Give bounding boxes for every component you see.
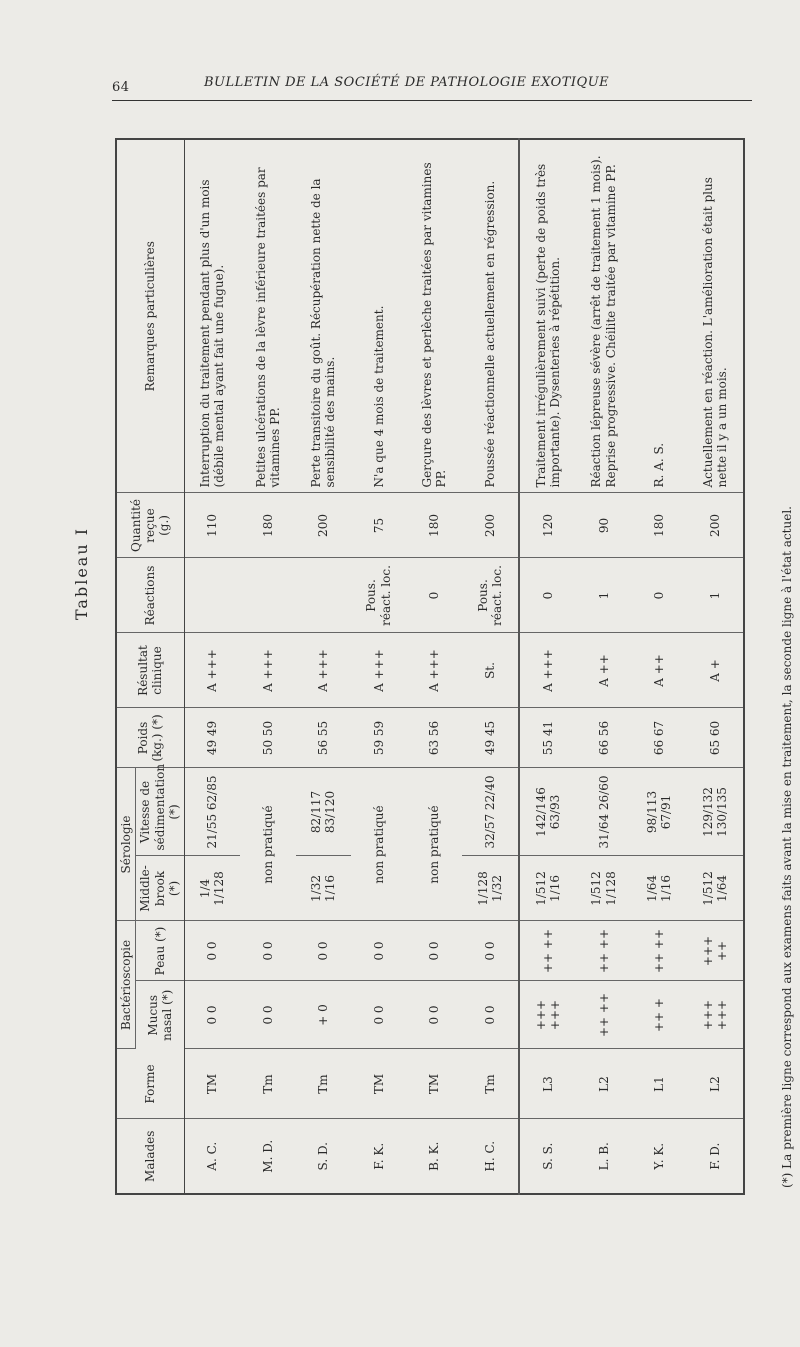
- table-row: [184, 139, 240, 1194]
- table-row: [351, 139, 406, 1194]
- cell-quantite: 180: [631, 493, 686, 558]
- cell-reactions: Pous. réact. loc.: [462, 558, 519, 633]
- cell-mucus: 0 0: [406, 981, 461, 1049]
- cell-vitesse: 21/55 62/85: [184, 768, 240, 856]
- cell-poids: 63 56: [406, 708, 461, 768]
- cell-reactions: [296, 558, 351, 633]
- col-remarques: Remarques particulières: [116, 139, 184, 493]
- cell-mucus: +++ +++: [519, 981, 576, 1049]
- col-forme: Forme: [116, 1049, 184, 1119]
- cell-vitesse: 82/117 83/120: [296, 768, 351, 856]
- cell-vitesse: 129/132 130/135: [687, 768, 744, 856]
- cell-peau: 0 0: [351, 921, 406, 981]
- cell-mucus: + 0: [296, 981, 351, 1049]
- cell-resultat: A +: [687, 633, 744, 708]
- cell-vitesse: 98/113 67/91: [631, 768, 686, 856]
- cell-poids: 66 56: [576, 708, 631, 768]
- page-header: [112, 72, 752, 101]
- cell-remarques: Poussée réactionnelle actuellement en régression.: [462, 139, 519, 493]
- table-row: [687, 139, 744, 1194]
- cell-poids: 49 45: [462, 708, 519, 768]
- table-row: [631, 139, 686, 1194]
- col-reactions: Réactions: [116, 558, 184, 633]
- cell-middlebrook: 1/4 1/128: [184, 856, 240, 921]
- cell-reactions: 1: [576, 558, 631, 633]
- cell-malade: B. K.: [426, 1141, 441, 1171]
- cell-vitesse: 142/146 63/93: [519, 768, 576, 856]
- cell-remarques: Réaction lépreuse sévère (arrêt de traitement 1 mois). Reprise progressive. Chéilite traitée par vitamine PP.: [576, 139, 631, 493]
- table-row: [406, 139, 461, 1194]
- cell-remarques: Actuellement en réaction. L'amélioration était plus nette il y a un mois.: [687, 139, 744, 493]
- cell-resultat: A +++: [406, 633, 461, 708]
- cell-reactions: 1: [687, 558, 744, 633]
- cell-quantite: 200: [296, 493, 351, 558]
- cell-remarques: R. A. S.: [631, 139, 686, 493]
- cell-poids: 50 50: [240, 708, 295, 768]
- cell-mucus: 0 0: [462, 981, 519, 1049]
- col-malades: Malades: [116, 1119, 184, 1194]
- cell-resultat: A ++: [631, 633, 686, 708]
- running-title: BULLETIN DE LA SOCIÉTÉ DE PATHOLOGIE EXOTIQUE: [204, 75, 610, 90]
- cell-forme: Tm: [462, 1049, 519, 1119]
- cell-poids: 66 67: [631, 708, 686, 768]
- cell-peau: 0 0: [462, 921, 519, 981]
- footnote: (*) La première ligne correspond aux examens faits avant la mise en traitement, la seconde ligne à l'état actuel.: [780, 506, 794, 1188]
- cell-forme: TM: [351, 1049, 406, 1119]
- cell-peau: 0 0: [296, 921, 351, 981]
- cell-malade: Y. K.: [651, 1142, 666, 1170]
- cell-quantite: 75: [351, 493, 406, 558]
- table-row: [296, 139, 351, 1194]
- cell-poids: 56 55: [296, 708, 351, 768]
- cell-malade: F. K.: [371, 1142, 386, 1170]
- table-row: [519, 139, 576, 1194]
- col-peau: Peau (*): [136, 921, 184, 981]
- cell-vitesse: 31/64 26/60: [576, 768, 631, 856]
- cell-poids: 59 59: [351, 708, 406, 768]
- cell-remarques: Perte transitoire du goût. Récupération nette de la sensibilité des mains.: [296, 139, 351, 493]
- col-vitesse: Vitesse de sédimentation (*): [136, 768, 184, 856]
- cell-malade: S. S.: [519, 1119, 576, 1194]
- cell-middlebrook: non pratiqué: [351, 768, 406, 921]
- cell-quantite: 200: [687, 493, 744, 558]
- cell-middlebrook: 1/32 1/16: [296, 856, 351, 921]
- cell-middlebrook: non pratiqué: [406, 768, 461, 921]
- cell-remarques: Gerçure des lèvres et perlèche traitées par vitamines PP.: [406, 139, 461, 493]
- cell-resultat: A ++: [576, 633, 631, 708]
- col-bacteriologie: Bactérioscopie: [116, 921, 136, 1049]
- table-row: [240, 139, 295, 1194]
- cell-peau: ++ ++: [519, 921, 576, 981]
- cell-middlebrook: 1/512 1/64: [687, 856, 744, 921]
- cell-reactions: 0: [631, 558, 686, 633]
- col-resultat: Résultat clinique: [116, 633, 184, 708]
- cell-middlebrook: 1/512 1/16: [519, 856, 576, 921]
- col-mucus: Mucus nasal (*): [136, 981, 184, 1049]
- cell-resultat: St.: [462, 633, 519, 708]
- cell-remarques: N'a que 4 mois de traitement.: [351, 139, 406, 493]
- cell-peau: +++ ++: [687, 921, 744, 981]
- cell-resultat: A +++: [184, 633, 240, 708]
- cell-resultat: A +++: [240, 633, 295, 708]
- cell-forme: L3: [519, 1049, 576, 1119]
- cell-middlebrook: non pratiqué: [240, 768, 295, 921]
- cell-middlebrook: 1/512 1/128: [576, 856, 631, 921]
- cell-quantite: 90: [576, 493, 631, 558]
- cell-reactions: 0: [406, 558, 461, 633]
- cell-forme: L2: [576, 1049, 631, 1119]
- cell-remarques: Interruption du traitement pendant plus d'un mois (débile mental ayant fait une fugue).: [184, 139, 240, 493]
- cell-malade: A. C.: [205, 1141, 220, 1171]
- cell-malade: S. D.: [316, 1142, 331, 1171]
- cell-remarques: Traitement irrégulièrement suivi (perte de poids très importante). Dysenteries à répétition.: [519, 139, 576, 493]
- col-poids: Poids (kg.) (*): [116, 708, 184, 768]
- cell-forme: Tm: [240, 1049, 295, 1119]
- cell-poids: 65 60: [687, 708, 744, 768]
- cell-mucus: 0 0: [240, 981, 295, 1049]
- cell-quantite: 180: [406, 493, 461, 558]
- cell-mucus: ++ ++: [576, 981, 631, 1049]
- cell-vitesse: 32/57 22/40: [462, 768, 519, 856]
- cell-poids: 49 49: [184, 708, 240, 768]
- cell-quantite: 200: [462, 493, 519, 558]
- cell-resultat: A +++: [351, 633, 406, 708]
- cell-peau: ++ ++: [576, 921, 631, 981]
- cell-malade: H. C.: [482, 1140, 497, 1172]
- table-row: [462, 139, 519, 1194]
- cell-middlebrook: 1/128 1/32: [462, 856, 519, 921]
- cell-quantite: 180: [240, 493, 295, 558]
- cell-mucus: ++ +: [631, 981, 686, 1049]
- cell-resultat: A +++: [519, 633, 576, 708]
- cell-quantite: 110: [184, 493, 240, 558]
- table-title: Tableau I: [72, 526, 91, 620]
- cell-malade: M. D.: [260, 1139, 275, 1173]
- cell-middlebrook: 1/64 1/16: [631, 856, 686, 921]
- cell-poids: 55 41: [519, 708, 576, 768]
- cell-forme: L2: [687, 1049, 744, 1119]
- cell-mucus: 0 0: [351, 981, 406, 1049]
- cell-quantite: 120: [519, 493, 576, 558]
- cell-malade: F. D.: [707, 1142, 722, 1170]
- cell-peau: 0 0: [240, 921, 295, 981]
- cell-peau: 0 0: [406, 921, 461, 981]
- page-number: 64: [112, 80, 130, 95]
- table-row: [576, 139, 631, 1194]
- cell-malade: L. B.: [596, 1142, 611, 1171]
- cell-peau: 0 0: [184, 921, 240, 981]
- cell-forme: TM: [406, 1049, 461, 1119]
- cell-forme: L1: [631, 1049, 686, 1119]
- cell-remarques: Petites ulcérations de la lèvre inférieure traitées par vitamines PP.: [240, 139, 295, 493]
- cell-forme: Tm: [296, 1049, 351, 1119]
- col-quantite: Quantité reçue (g.): [116, 493, 184, 558]
- cell-reactions: 0: [519, 558, 576, 633]
- cell-forme: TM: [184, 1049, 240, 1119]
- cell-mucus: +++ +++: [687, 981, 744, 1049]
- col-serologie: Sérologie: [116, 768, 136, 921]
- cell-resultat: A +++: [296, 633, 351, 708]
- cell-mucus: 0 0: [184, 981, 240, 1049]
- data-table: [115, 138, 745, 1195]
- cell-peau: ++ ++: [631, 921, 686, 981]
- col-middlebrook: Middle-brook (*): [136, 856, 184, 921]
- rotated-table-container: [115, 140, 745, 1195]
- cell-reactions: [184, 558, 240, 633]
- cell-reactions: Pous. réact. loc.: [351, 558, 406, 633]
- cell-reactions: [240, 558, 295, 633]
